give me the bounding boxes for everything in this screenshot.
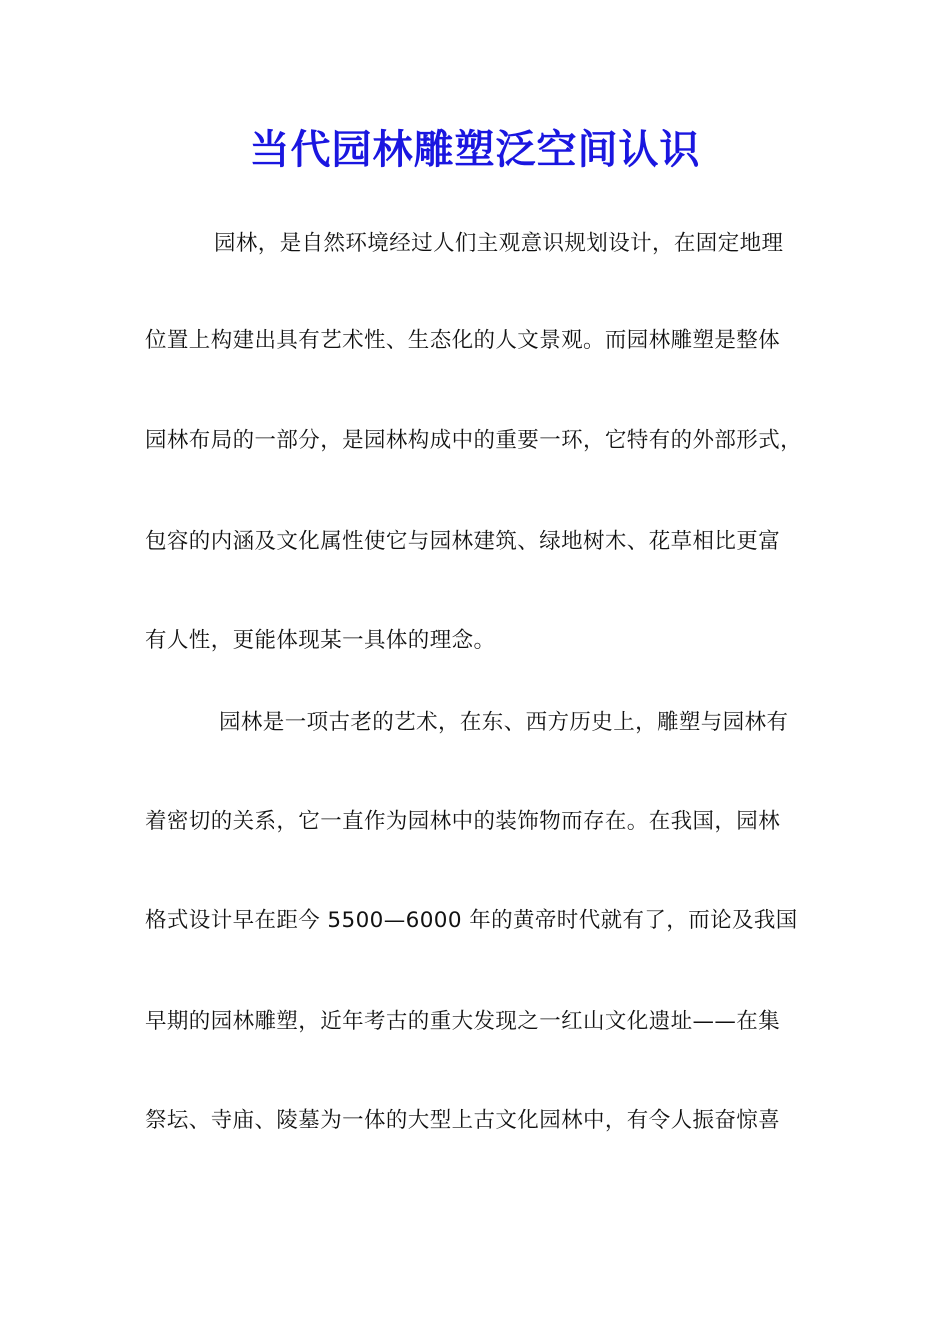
paragraph-2-line-3: 格式设计早在距今 5500—6000 年的黄帝时代就有了，而论及我国 [145, 908, 798, 933]
paragraph-1-line-1: 园林，是自然环境经过人们主观意识规划设计，在固定地理 [214, 231, 784, 256]
paragraph-1-line-2: 位置上构建出具有艺术性、生态化的人文景观。而园林雕塑是整体 [145, 328, 781, 353]
paragraph-1-line-4: 包容的内涵及文化属性使它与园林建筑、绿地树木、花草相比更富 [145, 529, 781, 554]
paragraph-2-line-1: 园林是一项古老的艺术，在东、西方历史上，雕塑与园林有 [219, 710, 789, 735]
document-title: 当代园林雕塑泛空间认识 [249, 126, 701, 173]
paragraph-2-line-5: 祭坛、寺庙、陵墓为一体的大型上古文化园林中，有令人振奋惊喜 [145, 1108, 781, 1133]
paragraph-2-line-4: 早期的园林雕塑，近年考古的重大发现之一红山文化遗址——在集 [145, 1009, 781, 1034]
paragraph-1-line-5: 有人性，更能体现某一具体的理念。 [145, 628, 496, 653]
paragraph-2-line-2: 着密切的关系，它一直作为园林中的装饰物而存在。在我国，园林 [145, 809, 781, 834]
paragraph-1-line-3: 园林布局的一部分，是园林构成中的重要一环，它特有的外部形式， [145, 428, 803, 453]
